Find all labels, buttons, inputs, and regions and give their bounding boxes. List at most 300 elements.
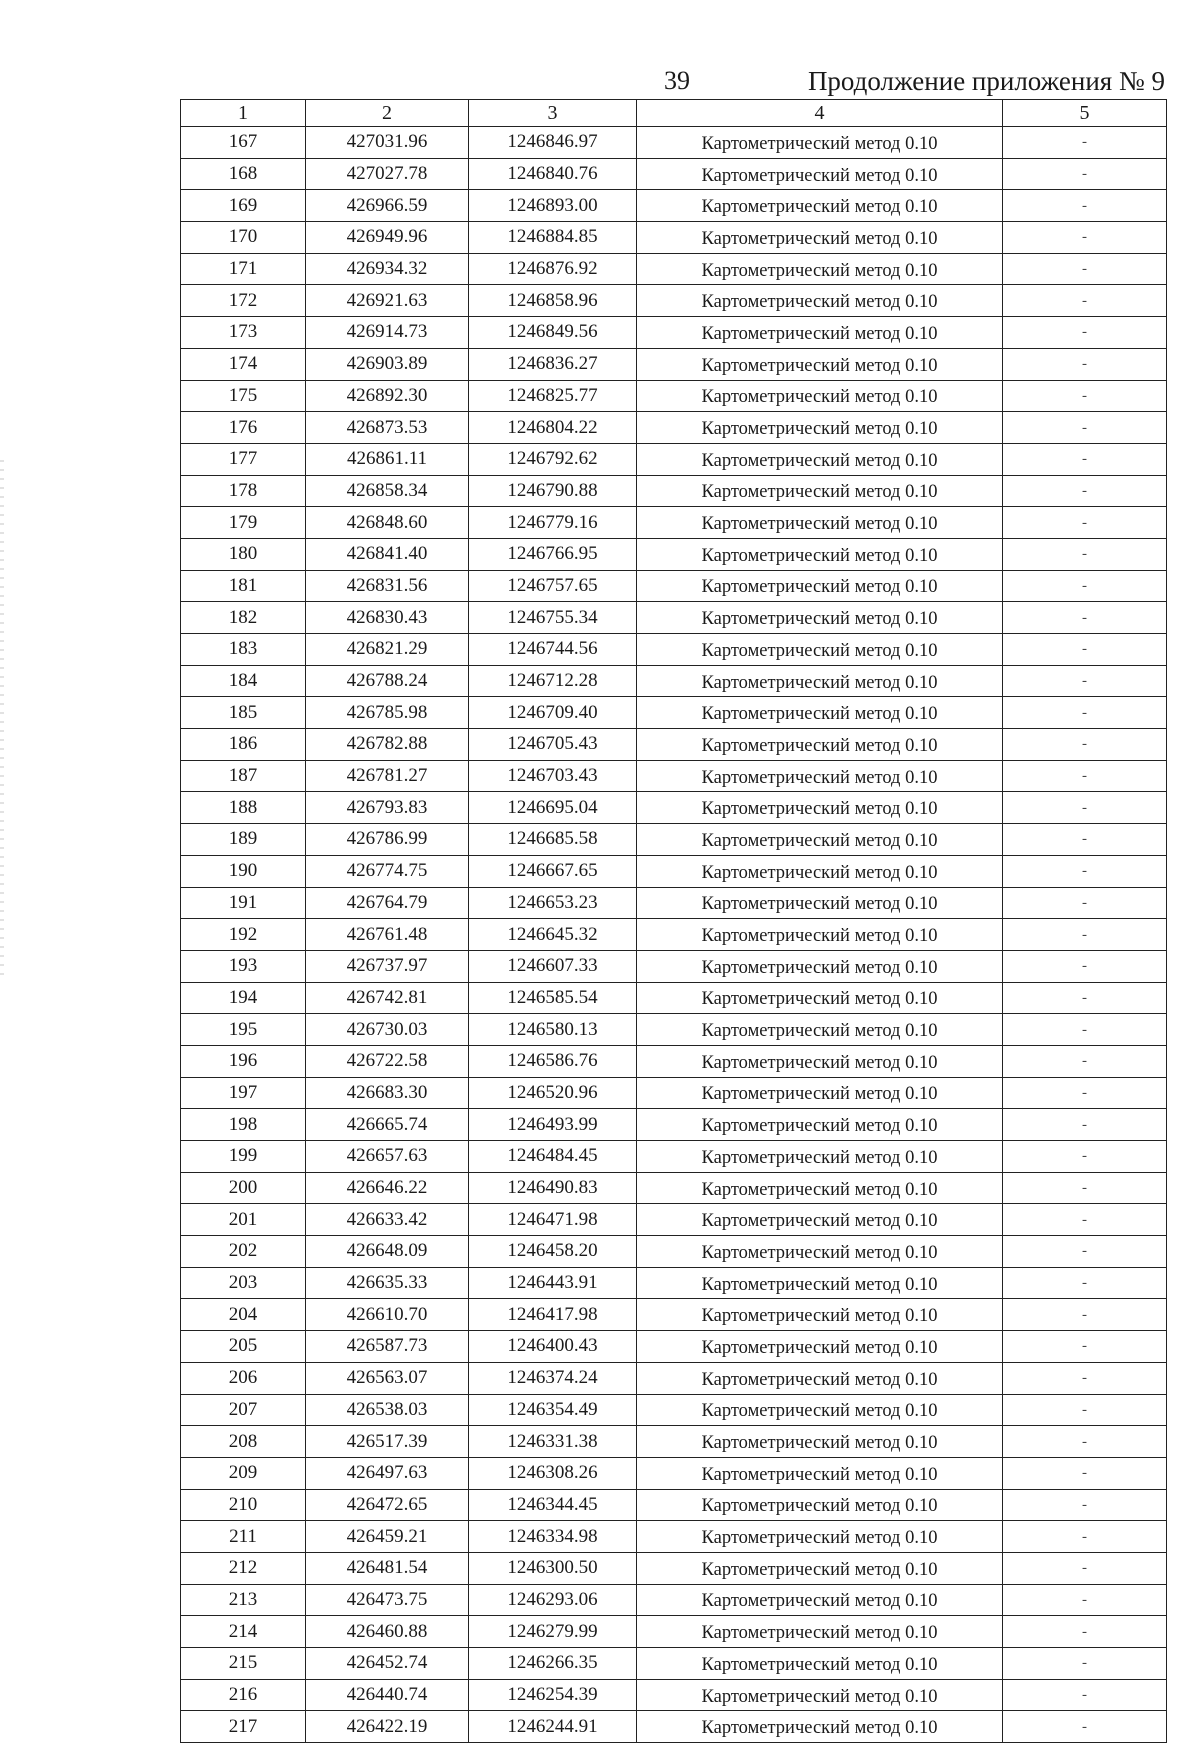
- x-coordinate-cell: 426761.48: [306, 919, 469, 951]
- table-row: [181, 1711, 1167, 1743]
- point-number-cell: 186: [181, 729, 306, 761]
- method-cell: Картометрический метод 0.10: [637, 1394, 1003, 1426]
- table-row: [181, 760, 1167, 792]
- point-number-cell: 187: [181, 760, 306, 792]
- y-coordinate-cell: 1246836.27: [469, 348, 637, 380]
- x-coordinate-cell: 426517.39: [306, 1426, 469, 1458]
- note-cell: -: [1003, 824, 1167, 856]
- x-coordinate-cell: 426633.42: [306, 1204, 469, 1236]
- table-row: [181, 158, 1167, 190]
- y-coordinate-cell: 1246520.96: [469, 1077, 637, 1109]
- y-coordinate-cell: 1246417.98: [469, 1299, 637, 1331]
- x-coordinate-cell: 426452.74: [306, 1648, 469, 1680]
- x-coordinate-cell: 426774.75: [306, 855, 469, 887]
- method-cell: Картометрический метод 0.10: [637, 538, 1003, 570]
- point-number-cell: 195: [181, 1014, 306, 1046]
- y-coordinate-cell: 1246300.50: [469, 1552, 637, 1584]
- y-coordinate-cell: 1246331.38: [469, 1426, 637, 1458]
- note-cell: -: [1003, 1077, 1167, 1109]
- y-coordinate-cell: 1246493.99: [469, 1109, 637, 1141]
- table-row: [181, 127, 1167, 159]
- note-cell: -: [1003, 760, 1167, 792]
- method-cell: Картометрический метод 0.10: [637, 1426, 1003, 1458]
- x-coordinate-cell: 426914.73: [306, 317, 469, 349]
- x-coordinate-cell: 426459.21: [306, 1521, 469, 1553]
- y-coordinate-cell: 1246653.23: [469, 887, 637, 919]
- column-header: 2: [306, 100, 469, 127]
- note-cell: -: [1003, 380, 1167, 412]
- x-coordinate-cell: 426610.70: [306, 1299, 469, 1331]
- x-coordinate-cell: 426785.98: [306, 697, 469, 729]
- y-coordinate-cell: 1246344.45: [469, 1489, 637, 1521]
- note-cell: -: [1003, 950, 1167, 982]
- x-coordinate-cell: 426473.75: [306, 1584, 469, 1616]
- note-cell: -: [1003, 1236, 1167, 1268]
- x-coordinate-cell: 426861.11: [306, 443, 469, 475]
- method-cell: Картометрический метод 0.10: [637, 950, 1003, 982]
- point-number-cell: 193: [181, 950, 306, 982]
- point-number-cell: 202: [181, 1236, 306, 1268]
- note-cell: -: [1003, 1204, 1167, 1236]
- table-row: [181, 1109, 1167, 1141]
- table-row: [181, 538, 1167, 570]
- x-coordinate-cell: 426460.88: [306, 1616, 469, 1648]
- point-number-cell: 198: [181, 1109, 306, 1141]
- method-cell: Картометрический метод 0.10: [637, 1521, 1003, 1553]
- x-coordinate-cell: 426737.97: [306, 950, 469, 982]
- method-cell: Картометрический метод 0.10: [637, 1331, 1003, 1363]
- x-coordinate-cell: 426497.63: [306, 1457, 469, 1489]
- x-coordinate-cell: 426903.89: [306, 348, 469, 380]
- method-cell: Картометрический метод 0.10: [637, 697, 1003, 729]
- page-number: 39: [664, 66, 690, 95]
- table-row: [181, 348, 1167, 380]
- y-coordinate-cell: 1246244.91: [469, 1711, 637, 1743]
- method-cell: Картометрический метод 0.10: [637, 190, 1003, 222]
- note-cell: -: [1003, 538, 1167, 570]
- x-coordinate-cell: 426472.65: [306, 1489, 469, 1521]
- note-cell: -: [1003, 1648, 1167, 1680]
- note-cell: -: [1003, 1426, 1167, 1458]
- y-coordinate-cell: 1246893.00: [469, 190, 637, 222]
- table-row: [181, 855, 1167, 887]
- y-coordinate-cell: 1246804.22: [469, 412, 637, 444]
- x-coordinate-cell: 426934.32: [306, 253, 469, 285]
- note-cell: -: [1003, 348, 1167, 380]
- table-row: [181, 792, 1167, 824]
- x-coordinate-cell: 426646.22: [306, 1172, 469, 1204]
- x-coordinate-cell: 426657.63: [306, 1141, 469, 1173]
- note-cell: -: [1003, 665, 1167, 697]
- point-number-cell: 215: [181, 1648, 306, 1680]
- point-number-cell: 171: [181, 253, 306, 285]
- note-cell: -: [1003, 127, 1167, 159]
- y-coordinate-cell: 1246712.28: [469, 665, 637, 697]
- y-coordinate-cell: 1246471.98: [469, 1204, 637, 1236]
- y-coordinate-cell: 1246586.76: [469, 1045, 637, 1077]
- point-number-cell: 203: [181, 1267, 306, 1299]
- method-cell: Картометрический метод 0.10: [637, 665, 1003, 697]
- note-cell: -: [1003, 1521, 1167, 1553]
- point-number-cell: 173: [181, 317, 306, 349]
- x-coordinate-cell: 426781.27: [306, 760, 469, 792]
- note-cell: -: [1003, 507, 1167, 539]
- table-row: [181, 1362, 1167, 1394]
- x-coordinate-cell: 426742.81: [306, 982, 469, 1014]
- table-row: [181, 887, 1167, 919]
- y-coordinate-cell: 1246766.95: [469, 538, 637, 570]
- table-row: [181, 1014, 1167, 1046]
- point-number-cell: 179: [181, 507, 306, 539]
- note-cell: -: [1003, 855, 1167, 887]
- y-coordinate-cell: 1246645.32: [469, 919, 637, 951]
- method-cell: Картометрический метод 0.10: [637, 158, 1003, 190]
- method-cell: Картометрический метод 0.10: [637, 1679, 1003, 1711]
- table-row: [181, 1521, 1167, 1553]
- x-coordinate-cell: 426563.07: [306, 1362, 469, 1394]
- table-row: [181, 253, 1167, 285]
- method-cell: Картометрический метод 0.10: [637, 1711, 1003, 1743]
- y-coordinate-cell: 1246374.24: [469, 1362, 637, 1394]
- point-number-cell: 204: [181, 1299, 306, 1331]
- y-coordinate-cell: 1246354.49: [469, 1394, 637, 1426]
- x-coordinate-cell: 426730.03: [306, 1014, 469, 1046]
- method-cell: Картометрический метод 0.10: [637, 1236, 1003, 1268]
- table-row: [181, 285, 1167, 317]
- y-coordinate-cell: 1246876.92: [469, 253, 637, 285]
- x-coordinate-cell: 426873.53: [306, 412, 469, 444]
- note-cell: -: [1003, 1299, 1167, 1331]
- x-coordinate-cell: 426841.40: [306, 538, 469, 570]
- point-number-cell: 184: [181, 665, 306, 697]
- table-row: [181, 982, 1167, 1014]
- y-coordinate-cell: 1246607.33: [469, 950, 637, 982]
- note-cell: -: [1003, 1489, 1167, 1521]
- point-number-cell: 200: [181, 1172, 306, 1204]
- table-row: [181, 1679, 1167, 1711]
- y-coordinate-cell: 1246490.83: [469, 1172, 637, 1204]
- point-number-cell: 213: [181, 1584, 306, 1616]
- y-coordinate-cell: 1246792.62: [469, 443, 637, 475]
- x-coordinate-cell: 426788.24: [306, 665, 469, 697]
- point-number-cell: 197: [181, 1077, 306, 1109]
- y-coordinate-cell: 1246484.45: [469, 1141, 637, 1173]
- note-cell: -: [1003, 1267, 1167, 1299]
- point-number-cell: 185: [181, 697, 306, 729]
- method-cell: Картометрический метод 0.10: [637, 760, 1003, 792]
- note-cell: -: [1003, 1172, 1167, 1204]
- method-cell: Картометрический метод 0.10: [637, 1552, 1003, 1584]
- point-number-cell: 217: [181, 1711, 306, 1743]
- note-cell: -: [1003, 1584, 1167, 1616]
- table-row: [181, 1204, 1167, 1236]
- y-coordinate-cell: 1246585.54: [469, 982, 637, 1014]
- note-cell: -: [1003, 1552, 1167, 1584]
- x-coordinate-cell: 426587.73: [306, 1331, 469, 1363]
- point-number-cell: 175: [181, 380, 306, 412]
- y-coordinate-cell: 1246293.06: [469, 1584, 637, 1616]
- note-cell: -: [1003, 475, 1167, 507]
- table-row: [181, 507, 1167, 539]
- table-row: [181, 1457, 1167, 1489]
- x-coordinate-cell: 426793.83: [306, 792, 469, 824]
- table-row: [181, 222, 1167, 254]
- point-number-cell: 207: [181, 1394, 306, 1426]
- note-cell: -: [1003, 1331, 1167, 1363]
- y-coordinate-cell: 1246667.65: [469, 855, 637, 887]
- x-coordinate-cell: 426683.30: [306, 1077, 469, 1109]
- method-cell: Картометрический метод 0.10: [637, 412, 1003, 444]
- point-number-cell: 174: [181, 348, 306, 380]
- y-coordinate-cell: 1246755.34: [469, 602, 637, 634]
- x-coordinate-cell: 426821.29: [306, 634, 469, 666]
- table-row: [181, 602, 1167, 634]
- note-cell: -: [1003, 1616, 1167, 1648]
- table-row: [181, 412, 1167, 444]
- point-number-cell: 188: [181, 792, 306, 824]
- table-row: [181, 950, 1167, 982]
- point-number-cell: 183: [181, 634, 306, 666]
- column-header: 3: [469, 100, 637, 127]
- x-coordinate-cell: 426966.59: [306, 190, 469, 222]
- y-coordinate-cell: 1246308.26: [469, 1457, 637, 1489]
- table-row: [181, 634, 1167, 666]
- note-cell: -: [1003, 443, 1167, 475]
- point-number-cell: 176: [181, 412, 306, 444]
- point-number-cell: 170: [181, 222, 306, 254]
- note-cell: -: [1003, 1045, 1167, 1077]
- note-cell: -: [1003, 317, 1167, 349]
- x-coordinate-cell: 426831.56: [306, 570, 469, 602]
- table-row: [181, 1616, 1167, 1648]
- x-coordinate-cell: 426786.99: [306, 824, 469, 856]
- point-number-cell: 172: [181, 285, 306, 317]
- point-number-cell: 209: [181, 1457, 306, 1489]
- table-body: [181, 127, 1167, 1743]
- method-cell: Картометрический метод 0.10: [637, 1204, 1003, 1236]
- y-coordinate-cell: 1246703.43: [469, 760, 637, 792]
- note-cell: -: [1003, 1679, 1167, 1711]
- x-coordinate-cell: 426764.79: [306, 887, 469, 919]
- y-coordinate-cell: 1246825.77: [469, 380, 637, 412]
- x-coordinate-cell: 427027.78: [306, 158, 469, 190]
- note-cell: -: [1003, 158, 1167, 190]
- note-cell: -: [1003, 253, 1167, 285]
- x-coordinate-cell: 426440.74: [306, 1679, 469, 1711]
- point-number-cell: 168: [181, 158, 306, 190]
- table-row: [181, 1267, 1167, 1299]
- table-row: [181, 1172, 1167, 1204]
- point-number-cell: 167: [181, 127, 306, 159]
- method-cell: Картометрический метод 0.10: [637, 348, 1003, 380]
- point-number-cell: 194: [181, 982, 306, 1014]
- table-row: [181, 729, 1167, 761]
- y-coordinate-cell: 1246705.43: [469, 729, 637, 761]
- table-row: [181, 1077, 1167, 1109]
- scan-edge-marks: [0, 460, 4, 980]
- point-number-cell: 214: [181, 1616, 306, 1648]
- table-row: [181, 1584, 1167, 1616]
- method-cell: Картометрический метод 0.10: [637, 1584, 1003, 1616]
- method-cell: Картометрический метод 0.10: [637, 1457, 1003, 1489]
- method-cell: Картометрический метод 0.10: [637, 792, 1003, 824]
- point-number-cell: 210: [181, 1489, 306, 1521]
- point-number-cell: 208: [181, 1426, 306, 1458]
- point-number-cell: 192: [181, 919, 306, 951]
- table-row: [181, 1236, 1167, 1268]
- y-coordinate-cell: 1246790.88: [469, 475, 637, 507]
- table-row: [181, 380, 1167, 412]
- table-row: [181, 317, 1167, 349]
- method-cell: Картометрический метод 0.10: [637, 443, 1003, 475]
- point-number-cell: 199: [181, 1141, 306, 1173]
- method-cell: Картометрический метод 0.10: [637, 1045, 1003, 1077]
- x-coordinate-cell: 426422.19: [306, 1711, 469, 1743]
- note-cell: -: [1003, 1141, 1167, 1173]
- x-coordinate-cell: 426635.33: [306, 1267, 469, 1299]
- note-cell: -: [1003, 729, 1167, 761]
- y-coordinate-cell: 1246458.20: [469, 1236, 637, 1268]
- method-cell: Картометрический метод 0.10: [637, 824, 1003, 856]
- method-cell: Картометрический метод 0.10: [637, 1014, 1003, 1046]
- point-number-cell: 216: [181, 1679, 306, 1711]
- note-cell: -: [1003, 634, 1167, 666]
- table-row: [181, 1299, 1167, 1331]
- method-cell: Картометрический метод 0.10: [637, 602, 1003, 634]
- x-coordinate-cell: 426830.43: [306, 602, 469, 634]
- y-coordinate-cell: 1246266.35: [469, 1648, 637, 1680]
- note-cell: -: [1003, 1362, 1167, 1394]
- y-coordinate-cell: 1246757.65: [469, 570, 637, 602]
- note-cell: -: [1003, 1711, 1167, 1743]
- note-cell: -: [1003, 887, 1167, 919]
- method-cell: Картометрический метод 0.10: [637, 1267, 1003, 1299]
- method-cell: Картометрический метод 0.10: [637, 634, 1003, 666]
- y-coordinate-cell: 1246846.97: [469, 127, 637, 159]
- point-number-cell: 211: [181, 1521, 306, 1553]
- x-coordinate-cell: 426722.58: [306, 1045, 469, 1077]
- note-cell: -: [1003, 222, 1167, 254]
- y-coordinate-cell: 1246709.40: [469, 697, 637, 729]
- y-coordinate-cell: 1246840.76: [469, 158, 637, 190]
- point-number-cell: 190: [181, 855, 306, 887]
- table-row: [181, 919, 1167, 951]
- note-cell: -: [1003, 1457, 1167, 1489]
- point-number-cell: 169: [181, 190, 306, 222]
- y-coordinate-cell: 1246695.04: [469, 792, 637, 824]
- method-cell: Картометрический метод 0.10: [637, 1616, 1003, 1648]
- x-coordinate-cell: 426921.63: [306, 285, 469, 317]
- method-cell: Картометрический метод 0.10: [637, 919, 1003, 951]
- method-cell: Картометрический метод 0.10: [637, 887, 1003, 919]
- note-cell: -: [1003, 602, 1167, 634]
- y-coordinate-cell: 1246744.56: [469, 634, 637, 666]
- table-row: [181, 1394, 1167, 1426]
- method-cell: Картометрический метод 0.10: [637, 729, 1003, 761]
- x-coordinate-cell: 426538.03: [306, 1394, 469, 1426]
- x-coordinate-cell: 426481.54: [306, 1552, 469, 1584]
- method-cell: Картометрический метод 0.10: [637, 570, 1003, 602]
- note-cell: -: [1003, 1394, 1167, 1426]
- y-coordinate-cell: 1246254.39: [469, 1679, 637, 1711]
- table-row: [181, 1141, 1167, 1173]
- point-number-cell: 182: [181, 602, 306, 634]
- table-row: [181, 443, 1167, 475]
- x-coordinate-cell: 426858.34: [306, 475, 469, 507]
- y-coordinate-cell: 1246334.98: [469, 1521, 637, 1553]
- note-cell: -: [1003, 570, 1167, 602]
- table-row: [181, 1331, 1167, 1363]
- y-coordinate-cell: 1246443.91: [469, 1267, 637, 1299]
- note-cell: -: [1003, 919, 1167, 951]
- point-number-cell: 191: [181, 887, 306, 919]
- x-coordinate-cell: 426949.96: [306, 222, 469, 254]
- note-cell: -: [1003, 697, 1167, 729]
- column-header: 1: [181, 100, 306, 127]
- method-cell: Картометрический метод 0.10: [637, 285, 1003, 317]
- x-coordinate-cell: 426892.30: [306, 380, 469, 412]
- method-cell: Картометрический метод 0.10: [637, 1362, 1003, 1394]
- note-cell: -: [1003, 982, 1167, 1014]
- x-coordinate-cell: 426665.74: [306, 1109, 469, 1141]
- y-coordinate-cell: 1246580.13: [469, 1014, 637, 1046]
- table-row: [181, 475, 1167, 507]
- method-cell: Картометрический метод 0.10: [637, 1141, 1003, 1173]
- table-row: [181, 1045, 1167, 1077]
- point-number-cell: 212: [181, 1552, 306, 1584]
- column-header: 5: [1003, 100, 1167, 127]
- x-coordinate-cell: 427031.96: [306, 127, 469, 159]
- method-cell: Картометрический метод 0.10: [637, 222, 1003, 254]
- y-coordinate-cell: 1246779.16: [469, 507, 637, 539]
- table-row: [181, 1489, 1167, 1521]
- column-header: 4: [637, 100, 1003, 127]
- method-cell: Картометрический метод 0.10: [637, 317, 1003, 349]
- table-row: [181, 1648, 1167, 1680]
- note-cell: -: [1003, 1109, 1167, 1141]
- continuation-heading: Продолжение приложения № 9: [807, 66, 1165, 96]
- note-cell: -: [1003, 412, 1167, 444]
- method-cell: Картометрический метод 0.10: [637, 1648, 1003, 1680]
- method-cell: Картометрический метод 0.10: [637, 1077, 1003, 1109]
- method-cell: Картометрический метод 0.10: [637, 855, 1003, 887]
- x-coordinate-cell: 426648.09: [306, 1236, 469, 1268]
- table-row: [181, 1552, 1167, 1584]
- table-row: [181, 570, 1167, 602]
- point-number-cell: 206: [181, 1362, 306, 1394]
- y-coordinate-cell: 1246849.56: [469, 317, 637, 349]
- point-number-cell: 180: [181, 538, 306, 570]
- table-row: [181, 190, 1167, 222]
- note-cell: -: [1003, 190, 1167, 222]
- note-cell: -: [1003, 1014, 1167, 1046]
- method-cell: Картометрический метод 0.10: [637, 475, 1003, 507]
- method-cell: Картометрический метод 0.10: [637, 982, 1003, 1014]
- y-coordinate-cell: 1246884.85: [469, 222, 637, 254]
- y-coordinate-cell: 1246400.43: [469, 1331, 637, 1363]
- point-number-cell: 181: [181, 570, 306, 602]
- method-cell: Картометрический метод 0.10: [637, 127, 1003, 159]
- method-cell: Картометрический метод 0.10: [637, 1299, 1003, 1331]
- method-cell: Картометрический метод 0.10: [637, 1489, 1003, 1521]
- y-coordinate-cell: 1246858.96: [469, 285, 637, 317]
- table-row: [181, 665, 1167, 697]
- y-coordinate-cell: 1246279.99: [469, 1616, 637, 1648]
- method-cell: Картометрический метод 0.10: [637, 507, 1003, 539]
- point-number-cell: 205: [181, 1331, 306, 1363]
- coordinates-table: [180, 99, 1167, 1743]
- method-cell: Картометрический метод 0.10: [637, 1172, 1003, 1204]
